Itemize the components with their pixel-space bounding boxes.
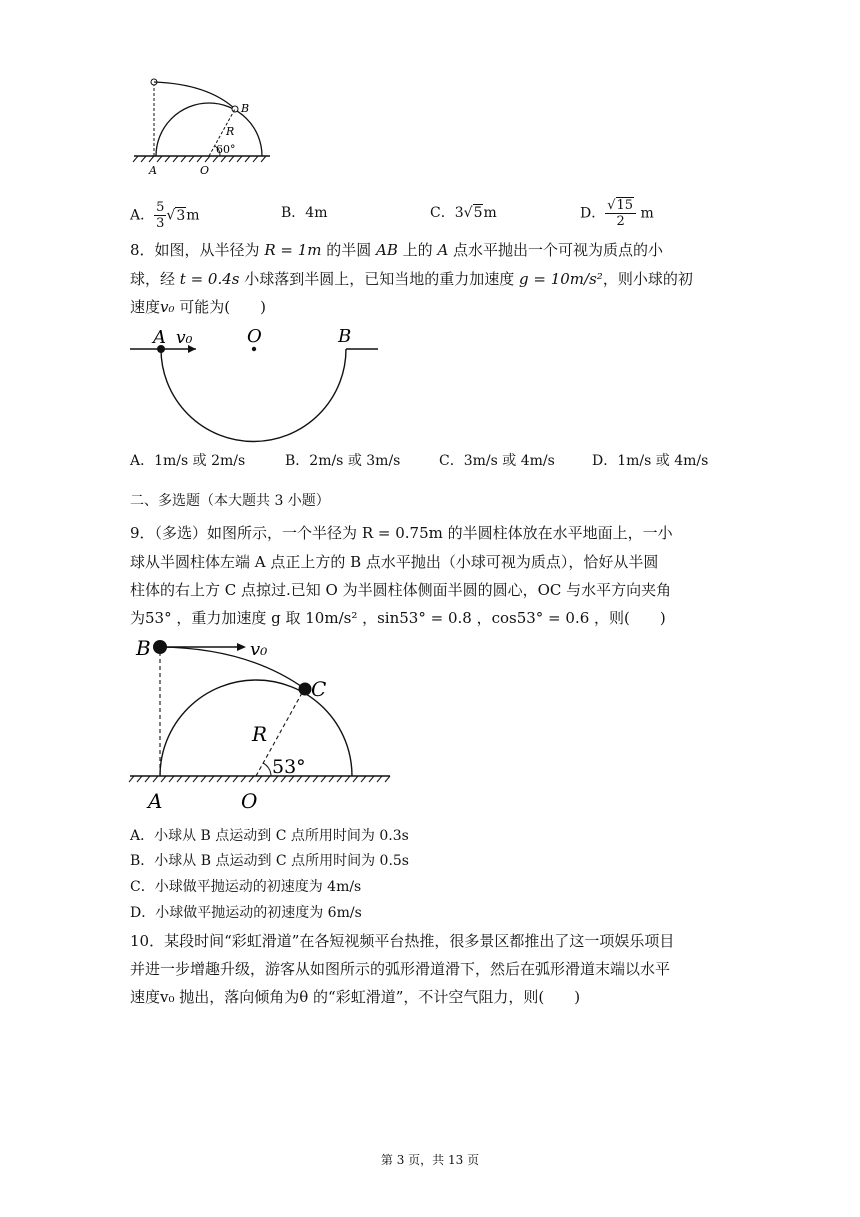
q7-option-d[interactable]: D． $\frac{√15}{2}$ m [580,198,654,229]
q9-label-B: B [136,636,151,660]
q9-line-2: 球从半圆柱体左端 A 点正上方的 B 点水平抛出（小球可视为质点），恰好从半圆 [130,553,659,571]
q8-line-2: 球，经 t = 0.4s 小球落到半圆上，已知当地的重力加速度 g = 10m/s²，则小球的初 [130,270,693,288]
q8-figure [128,320,383,445]
q9-option-d[interactable]: D．小球做平抛运动的初速度为 6m/s [130,905,362,921]
q8-option-b[interactable]: B．2m/s 或 3m/s [285,453,401,469]
q7-label-B: B [241,102,250,115]
q8-line-1: 8．如图，从半径为 R = 1m 的半圆 AB 上的 A 点水平抛出一个可视为质点的小 [130,241,664,259]
q8-label-B: B [338,326,352,347]
q8-option-a[interactable]: A．1m/s 或 2m/s [130,453,246,469]
q7-figure [128,70,278,182]
q10-line-2: 并进一步增趣升级，游客从如图所示的弧形滑道滑下，然后在弧形滑道末端以水平 [130,960,671,978]
q8-label-A: A [153,327,166,348]
q7-label-O: O [200,164,210,177]
q9-option-b[interactable]: B．小球从 B 点运动到 C 点所用时间为 0.5s [130,853,409,869]
q9-label-O: O [241,789,258,813]
q9-label-v0: v₀ [250,639,268,660]
q9-label-C: C [311,677,327,701]
q8-label-O: O [247,326,262,347]
q9-option-c[interactable]: C．小球做平抛运动的初速度为 4m/s [130,879,362,895]
section-heading-multiple-choice: 二、多选题（本大题共 3 小题） [130,493,330,509]
q9-line-4: 为53° ，重力加速度 g 取 10m/s² ，sin53° = 0.8 ，cos53° = 0.6 ，则( ) [130,609,666,627]
q7-label-angle: 60° [216,143,236,156]
q10-line-3: 速度v₀ 抛出，落向倾角为θ 的“彩虹滑道”，不计空气阻力，则( ) [130,988,581,1006]
q8-option-c[interactable]: C．3m/s 或 4m/s [439,453,555,469]
q9-label-A: A [148,789,163,813]
q7-option-a[interactable]: A． $\frac{5}{3}$ √3m [130,200,200,231]
q9-label-R: R [252,722,268,746]
q8-option-d[interactable]: D．1m/s 或 4m/s [592,453,709,469]
q9-option-a[interactable]: A．小球从 B 点运动到 C 点所用时间为 0.3s [130,828,409,844]
q10-line-1: 10．某段时间“彩虹滑道”在各短视频平台热推，很多景区都推出了这一项娱乐项目 [130,932,675,950]
q9-figure [128,630,393,815]
q7-label-R: R [226,125,235,138]
page-footer: 第 3 页，共 13 页 [380,1153,480,1167]
q7-option-c[interactable]: C．3√5m [430,205,497,221]
q8-line-3: 速度v₀ 可能为( ) [130,298,266,316]
q9-line-1: 9．（多选）如图所示，一个半径为 R = 0.75m 的半圆柱体放在水平地面上，一小 [130,524,673,542]
q9-line-3: 柱体的右上方 C 点掠过.已知 O 为半圆柱体侧面半圆的圆心，OC 与水平方向夹角 [130,581,672,599]
q7-label-A: A [149,164,157,177]
q7-option-b[interactable]: B．4m [281,205,328,221]
q8-label-v0: v₀ [176,328,193,348]
q9-label-angle: 53° [272,756,306,778]
